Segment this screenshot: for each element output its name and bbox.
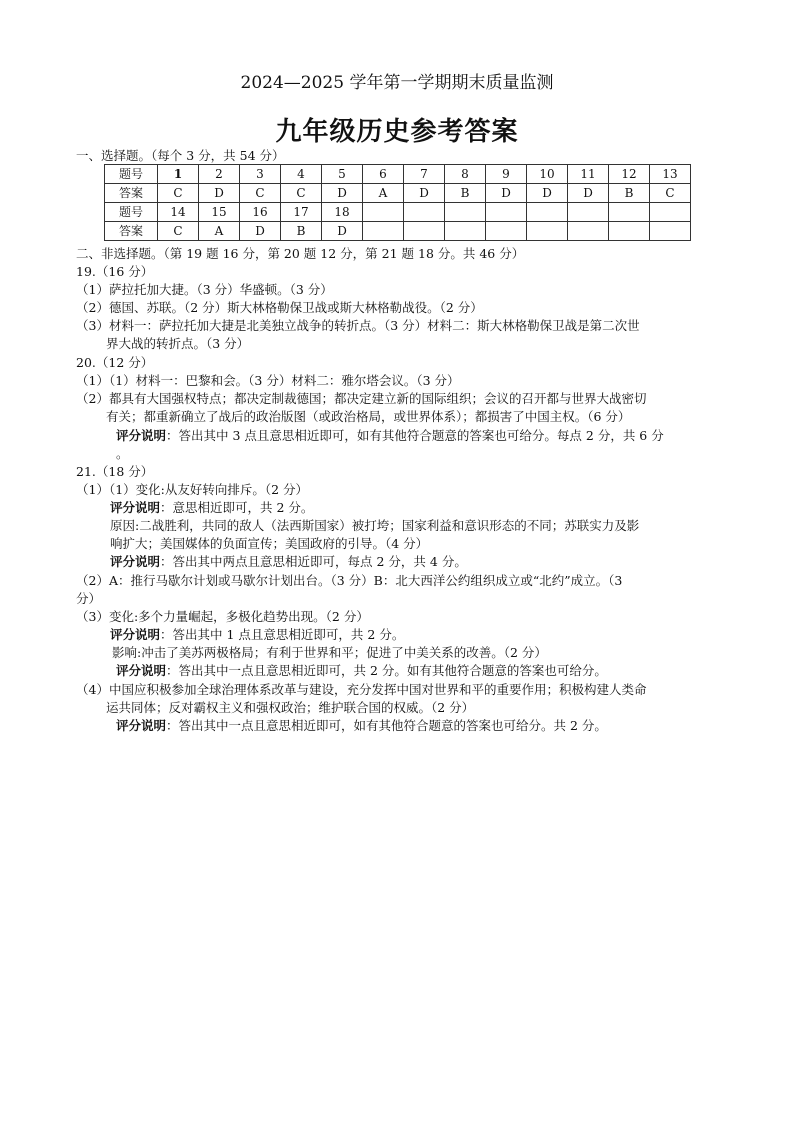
q20-title: 20.（12 分） (76, 355, 154, 370)
row-header-answer: 答案 (105, 184, 158, 203)
q20-part2-cont: 有关；都重新确立了战后的政治版图（或政治格局，或世界体系）；都损害了中国主权。（6 分） (106, 409, 631, 424)
q21-part3-effect: 影响:冲击了美苏两极格局；有利于世界和平；促进了中美关系的改善。（2 分） (112, 645, 547, 660)
table-cell: 9 (486, 165, 527, 184)
q21-part4: （4）中国应积极参加全球治理体系改革与建设，充分发挥中国对世界和平的重要作用；积极构建人类命 (76, 682, 647, 697)
table-row-answers-1 (105, 184, 691, 203)
scoring-note-text: ：意思相近即可，共 2 分。 (160, 500, 314, 515)
scoring-note-label: 评分说明 (116, 663, 167, 678)
scoring-note-label: 评分说明 (116, 718, 167, 733)
table-cell: B (445, 184, 486, 203)
table-cell (404, 203, 445, 222)
q21-part1-note2 (110, 554, 467, 570)
table-cell: B (609, 184, 650, 203)
table-cell: D (322, 184, 363, 203)
table-cell: 13 (650, 165, 691, 184)
table-cell: 11 (568, 165, 609, 184)
table-cell: 7 (404, 165, 445, 184)
table-cell (527, 203, 568, 222)
table-cell (445, 222, 486, 241)
table-cell: C (240, 184, 281, 203)
table-cell (650, 203, 691, 222)
table-cell: D (199, 184, 240, 203)
scoring-note-label: 评分说明 (110, 627, 161, 642)
table-cell: C (650, 184, 691, 203)
q20-part1: （1）（1）材料一：巴黎和会。（3 分）材料二：雅尔塔会议。（3 分） (76, 373, 460, 388)
q19-part1: （1）萨拉托加大捷。（3 分）华盛顿。（3 分） (76, 282, 333, 297)
table-cell: B (281, 222, 322, 241)
table-cell (609, 222, 650, 241)
table-cell: 16 (240, 203, 281, 222)
section2-heading: 二、非选择题。（第 19 题 16 分，第 20 题 12 分，第 21 题 18 分。共 46 分） (76, 246, 525, 261)
table-cell: 10 (527, 165, 568, 184)
table-row-answers-2 (105, 222, 691, 241)
scoring-note-text: ：答出其中 3 点且意思相近即可，如有其他符合题意的答案也可给分。每点 2 分，共 6 分 (166, 428, 664, 443)
table-cell: C (158, 184, 199, 203)
q21-part1-reason: 原因:二战胜利，共同的敌人（法西斯国家）被打垮；国家利益和意识形态的不同；苏联实力及影 (110, 518, 640, 533)
table-cell (445, 203, 486, 222)
table-cell: D (527, 184, 568, 203)
q21-part4-cont: 运共同体；反对霸权主义和强权政治；维护联合国的权威。（2 分） (106, 700, 475, 715)
q20-part2: （2）都具有大国强权特点；都决定制裁德国；都决定建立新的国际组织；会议的召开都与世界大战密切 (76, 391, 647, 406)
table-cell: D (486, 184, 527, 203)
q21-part3-note (110, 627, 404, 643)
q21-part3: （3）变化:多个力量崛起，多极化趋势出现。（2 分） (76, 609, 369, 624)
scoring-note-text: ：答出其中一点且意思相近即可，共 2 分。如有其他符合题意的答案也可给分。 (166, 663, 607, 678)
q21-part3-note2 (116, 663, 607, 679)
q20-scoring-note (116, 428, 664, 444)
scoring-note-text: ：答出其中一点且意思相近即可，如有其他符合题意的答案也可给分。共 2 分。 (166, 718, 607, 733)
scoring-note-text: ：答出其中两点且意思相近即可，每点 2 分，共 4 分。 (160, 554, 467, 569)
table-cell (363, 222, 404, 241)
table-row-questions-1 (105, 165, 691, 184)
table-cell (486, 222, 527, 241)
table-cell (404, 222, 445, 241)
q19-part3: （3）材料一：萨拉托加大捷是北美独立战争的转折点。（3 分）材料二：斯大林格勒保卫战是第二次世 (76, 318, 640, 333)
table-cell (650, 222, 691, 241)
table-cell: C (158, 222, 199, 241)
table-row-questions-2 (105, 203, 691, 222)
table-cell: D (568, 184, 609, 203)
table-cell (568, 203, 609, 222)
page-title: 九年级历史参考答案 (275, 117, 519, 147)
q21-part1-reason-cont: 响扩大；美国媒体的负面宣传；美国政府的引导。（4 分） (110, 536, 429, 551)
q21-part1-note (110, 500, 313, 516)
section1-heading: 一、选择题。（每个 3 分，共 54 分） (76, 148, 285, 163)
row-header-question: 题号 (105, 203, 158, 222)
table-cell (363, 203, 404, 222)
row-header-answer: 答案 (105, 222, 158, 241)
table-cell: D (240, 222, 281, 241)
row-header-question: 题号 (105, 165, 158, 184)
table-cell: C (281, 184, 322, 203)
table-cell: 2 (199, 165, 240, 184)
table-cell: 17 (281, 203, 322, 222)
table-cell: D (322, 222, 363, 241)
q19-part2: （2）德国、苏联。（2 分）斯大林格勒保卫战或斯大林格勒战役。（2 分） (76, 300, 483, 315)
table-cell: A (199, 222, 240, 241)
scoring-note-label: 评分说明 (110, 500, 161, 515)
q21-part2: （2）A：推行马歇尔计划或马歇尔计划出台。（3 分）B：北大西洋公约组织成立或“北约”成立。（3 (76, 573, 623, 588)
table-cell (486, 203, 527, 222)
scoring-note-label: 评分说明 (116, 428, 167, 443)
table-cell: 18 (322, 203, 363, 222)
table-cell: 15 (199, 203, 240, 222)
answer-table (104, 164, 691, 241)
table-cell: D (404, 184, 445, 203)
table-cell: 3 (240, 165, 281, 184)
exam-subtitle: 2024—2025 学年第一学期期末质量监测 (240, 73, 554, 93)
table-cell: A (363, 184, 404, 203)
q21-part4-note (116, 718, 607, 734)
table-cell (609, 203, 650, 222)
table-cell: 8 (445, 165, 486, 184)
q21-title: 21.（18 分） (76, 464, 154, 479)
q21-part1: （1）（1）变化:从友好转向排斥。（2 分） (76, 482, 309, 497)
table-cell (568, 222, 609, 241)
table-cell (527, 222, 568, 241)
table-cell: 1 (158, 165, 199, 184)
table-cell: 12 (609, 165, 650, 184)
q19-part3-cont: 界大战的转折点。（3 分） (106, 336, 250, 351)
scoring-note-label: 评分说明 (110, 554, 161, 569)
table-cell: 4 (281, 165, 322, 184)
q19-title: 19.（16 分） (76, 264, 154, 279)
table-cell: 6 (363, 165, 404, 184)
table-cell: 14 (158, 203, 199, 222)
scoring-note-text: ：答出其中 1 点且意思相近即可，共 2 分。 (160, 627, 405, 642)
table-cell: 5 (322, 165, 363, 184)
q20-scoring-note-end: 。 (116, 446, 129, 461)
q21-part2-cont: 分） (76, 591, 102, 606)
